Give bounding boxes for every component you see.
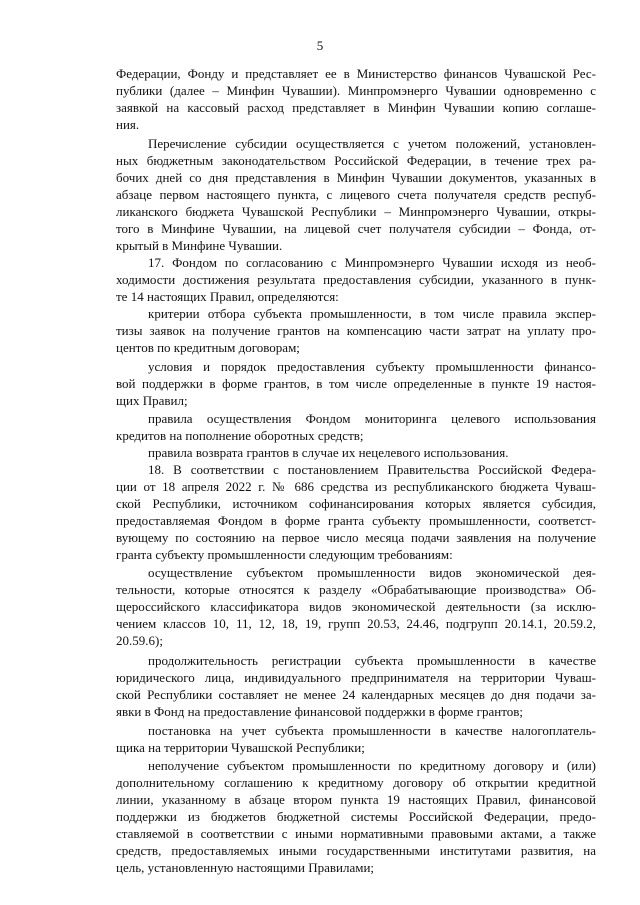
text-line: 20.59.6); [116, 633, 163, 648]
text-line: ской Республики составляет не менее 24 календарных месяцев до дня подачи за- [116, 687, 596, 702]
text-line: постановка на учет субъекта промышленности в качестве налогоплатель- [148, 723, 596, 738]
text-line: условия и порядок предоставления субъекту промышленности финансо- [148, 359, 596, 374]
text-line: ской Республики, источником софинансирования которых является субсидия, [116, 496, 596, 511]
text-line: Федерации, Фонду и представляет ее в Министерство финансов Чувашской Рес- [116, 66, 596, 81]
text-line: критерии отбора субъекта промышленности, в том числе правила экспер- [148, 306, 596, 321]
text-line: щих Правил; [116, 393, 188, 408]
text-line: явки в Фонд на предоставление финансовой поддержки в форме грантов; [116, 704, 523, 719]
text-line: неполучение субъектом промышленности по кредитному договору и (или) [148, 758, 596, 773]
text-line: вующему по состоянию на первое число месяца подачи заявления на получение [116, 530, 596, 545]
text-line: центов по кредитным договорам; [116, 340, 300, 355]
text-line: правила возврата грантов в случае их нецелевого использования. [148, 445, 509, 460]
text-line: юридического лица, индивидуального предпринимателя на территории Чуваш- [116, 670, 596, 685]
text-line: предоставляемая Фондом в форме гранта субъекту промышленности, соответст- [116, 513, 596, 528]
text-line: того в Минфине Чувашии, на лицевой счет получателя субсидии – Фонда, от- [116, 221, 596, 236]
text-line: те 14 настоящих Правил, определяются: [116, 289, 339, 304]
text-line: тизы заявок на получение грантов на компенсацию части затрат на уплату про- [116, 323, 596, 338]
text-line: цель, установленную настоящими Правилами; [116, 860, 375, 875]
text-line: 17. Фондом по согласованию с Минпромэнерго Чувашии исходя из необ- [148, 255, 596, 270]
text-line: средств, предоставляемых иными государственными институтами развития, на [116, 843, 596, 858]
page-number: 5 [316, 38, 324, 53]
text-line: Перечисление субсидии осуществляется с учетом положений, установлен- [148, 136, 596, 151]
text-line: линии, указанному в абзаце втором пункта 19 настоящих Правил, финансовой [116, 792, 596, 807]
text-line: дополнительному соглашению к кредитному договору об открытии кредитной [116, 775, 596, 790]
text-line: ходимости достижения результата предоставления субсидии, указанного в пунк- [116, 272, 596, 287]
text-line: крытый в Минфине Чувашии. [116, 238, 283, 253]
text-line: ставляемой в соответствии с иными нормативными правовыми актами, а также [116, 826, 596, 841]
text-line: тельности, которые относятся к разделу «Обрабатывающие производства» Об- [116, 582, 596, 597]
text-line: бочих дней со дня представления в Минфин Чувашии документов, указанных в [116, 170, 596, 185]
text-line: щероссийского классификатора видов экономической деятельности (за исклю- [116, 599, 596, 614]
text-line: осуществление субъектом промышленности видов экономической дея- [148, 565, 596, 580]
text-line: ния. [116, 117, 140, 132]
text-line: ликанского бюджета Чувашской Республики – Минпромэнерго Чувашии, откры- [116, 204, 596, 219]
text-line: ных бюджетным законодательством Российской Федерации, в течение трех ра- [116, 153, 596, 168]
text-line: гранта субъекту промышленности следующим требованиям: [116, 547, 453, 562]
text-line: продолжительность регистрации субъекта промышленности в качестве [148, 653, 596, 668]
text-line: кредитов на пополнение оборотных средств; [116, 428, 364, 443]
text-line: заявкой на кассовый расход представляет в Минфин Чувашии копию соглаше- [116, 100, 596, 115]
text-line: 18. В соответствии с постановлением Правительства Российской Федера- [148, 462, 596, 477]
text-line: ции от 18 апреля 2022 г. № 686 средства из республиканского бюджета Чуваш- [116, 479, 596, 494]
text-line: правила осуществления Фондом мониторинга целевого использования [148, 411, 596, 426]
text-line: абзаце первом настоящего пункта, с лицевого счета получателя средств респуб- [116, 187, 596, 202]
text-line: щика на территории Чувашской Республики; [116, 740, 365, 755]
text-line: вой поддержки в форме грантов, в том числе определенные в пункте 19 настоя- [116, 376, 596, 391]
text-line: публики (далее – Минфин Чувашии). Минпромэнерго Чувашии одновременно с [116, 83, 596, 98]
text-line: поддержки из бюджетов бюджетной системы Российской Федерации, предо- [116, 809, 596, 824]
text-line: чением классов 10, 11, 12, 18, 19, групп 20.53, 24.46, подгрупп 20.14.1, 20.59.2, [116, 616, 596, 631]
